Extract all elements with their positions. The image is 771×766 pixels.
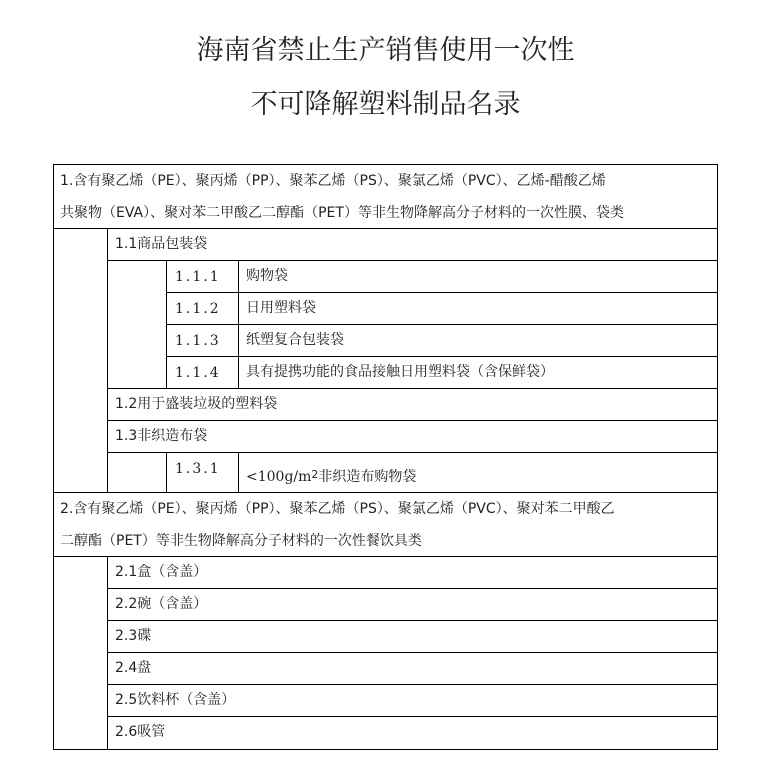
document-title-line-1: 海南省禁止生产销售使用一次性 — [196, 35, 575, 66]
table-border-right — [717, 164, 718, 750]
item-code: 1.1.4 — [175, 365, 221, 381]
section-1-heading-line-1: 1.含有聚乙烯（PE）、聚丙烯（PP）、聚苯乙烯（PS）、聚氯乙烯（PVC）、乙烯-醋酸乙烯 — [60, 173, 606, 189]
table-rule-vertical — [238, 260, 239, 388]
section-1-heading-line-2: 共聚物（EVA）、聚对苯二甲酸乙二醇酯（PET）等非生物降解高分子材料的一次性膜、袋类 — [60, 205, 624, 221]
item-code: 1.1.3 — [175, 333, 221, 349]
subsection-2-1-label: 2.1盒（含盖） — [115, 564, 208, 580]
table-rule — [53, 492, 718, 493]
table-rule — [53, 556, 718, 557]
document-title-line-2: 不可降解塑料制品名录 — [250, 89, 521, 120]
superscript-2: 2 — [311, 468, 319, 481]
item-name: 日用塑料袋 — [246, 300, 316, 316]
item-name: 具有提携功能的食品接触日用塑料袋（含保鲜袋） — [246, 364, 554, 380]
table-rule-vertical — [107, 228, 108, 492]
item-code: 1.1.1 — [175, 269, 221, 285]
table-border-bottom — [53, 749, 718, 750]
subsection-2-4-label: 2.4盘 — [115, 660, 152, 676]
table-rule — [107, 420, 718, 421]
subsection-2-3-label: 2.3碟 — [115, 628, 152, 644]
table-rule — [107, 452, 718, 453]
subsection-2-6-label: 2.6吸管 — [115, 724, 166, 740]
item-name: 购物袋 — [246, 268, 288, 284]
section-2-heading-line-2: 二醇酯（PET）等非生物降解高分子材料的一次性餐饮具类 — [60, 533, 422, 549]
item-name-suffix: 非织造布购物袋 — [318, 469, 417, 485]
subsection-2-5-label: 2.5饮料杯（含盖） — [115, 692, 236, 708]
item-name-prefix: <100g/m — [246, 469, 312, 485]
table-rule — [166, 324, 718, 325]
table-rule-vertical — [238, 452, 239, 492]
table-rule-vertical — [107, 556, 108, 750]
subsection-1-1-label: 1.1商品包装袋 — [115, 236, 208, 252]
table-rule — [166, 356, 718, 357]
subsection-1-2-label: 1.2用于盛装垃圾的塑料袋 — [115, 396, 278, 412]
table-rule — [107, 652, 718, 653]
table-rule — [107, 260, 718, 261]
table-rule — [107, 620, 718, 621]
table-rule — [107, 684, 718, 685]
subsection-2-2-label: 2.2碗（含盖） — [115, 596, 208, 612]
table-rule-vertical — [166, 452, 167, 492]
item-code: 1.3.1 — [175, 461, 221, 477]
item-name — [246, 467, 416, 488]
subsection-1-3-label: 1.3非织造布袋 — [115, 428, 208, 444]
table-rule — [107, 388, 718, 389]
table-border-top — [53, 164, 718, 165]
section-2-heading-line-1: 2.含有聚乙烯（PE）、聚丙烯（PP）、聚苯乙烯（PS）、聚氯乙烯（PVC）、聚对苯二甲酸乙 — [60, 501, 615, 517]
table-rule — [53, 228, 718, 229]
table-border-left — [53, 164, 54, 750]
item-name: 纸塑复合包装袋 — [246, 332, 344, 348]
table-rule — [107, 716, 718, 717]
table-rule — [166, 292, 718, 293]
table-rule-vertical — [166, 260, 167, 388]
table-rule — [107, 588, 718, 589]
item-code: 1.1.2 — [175, 301, 221, 317]
